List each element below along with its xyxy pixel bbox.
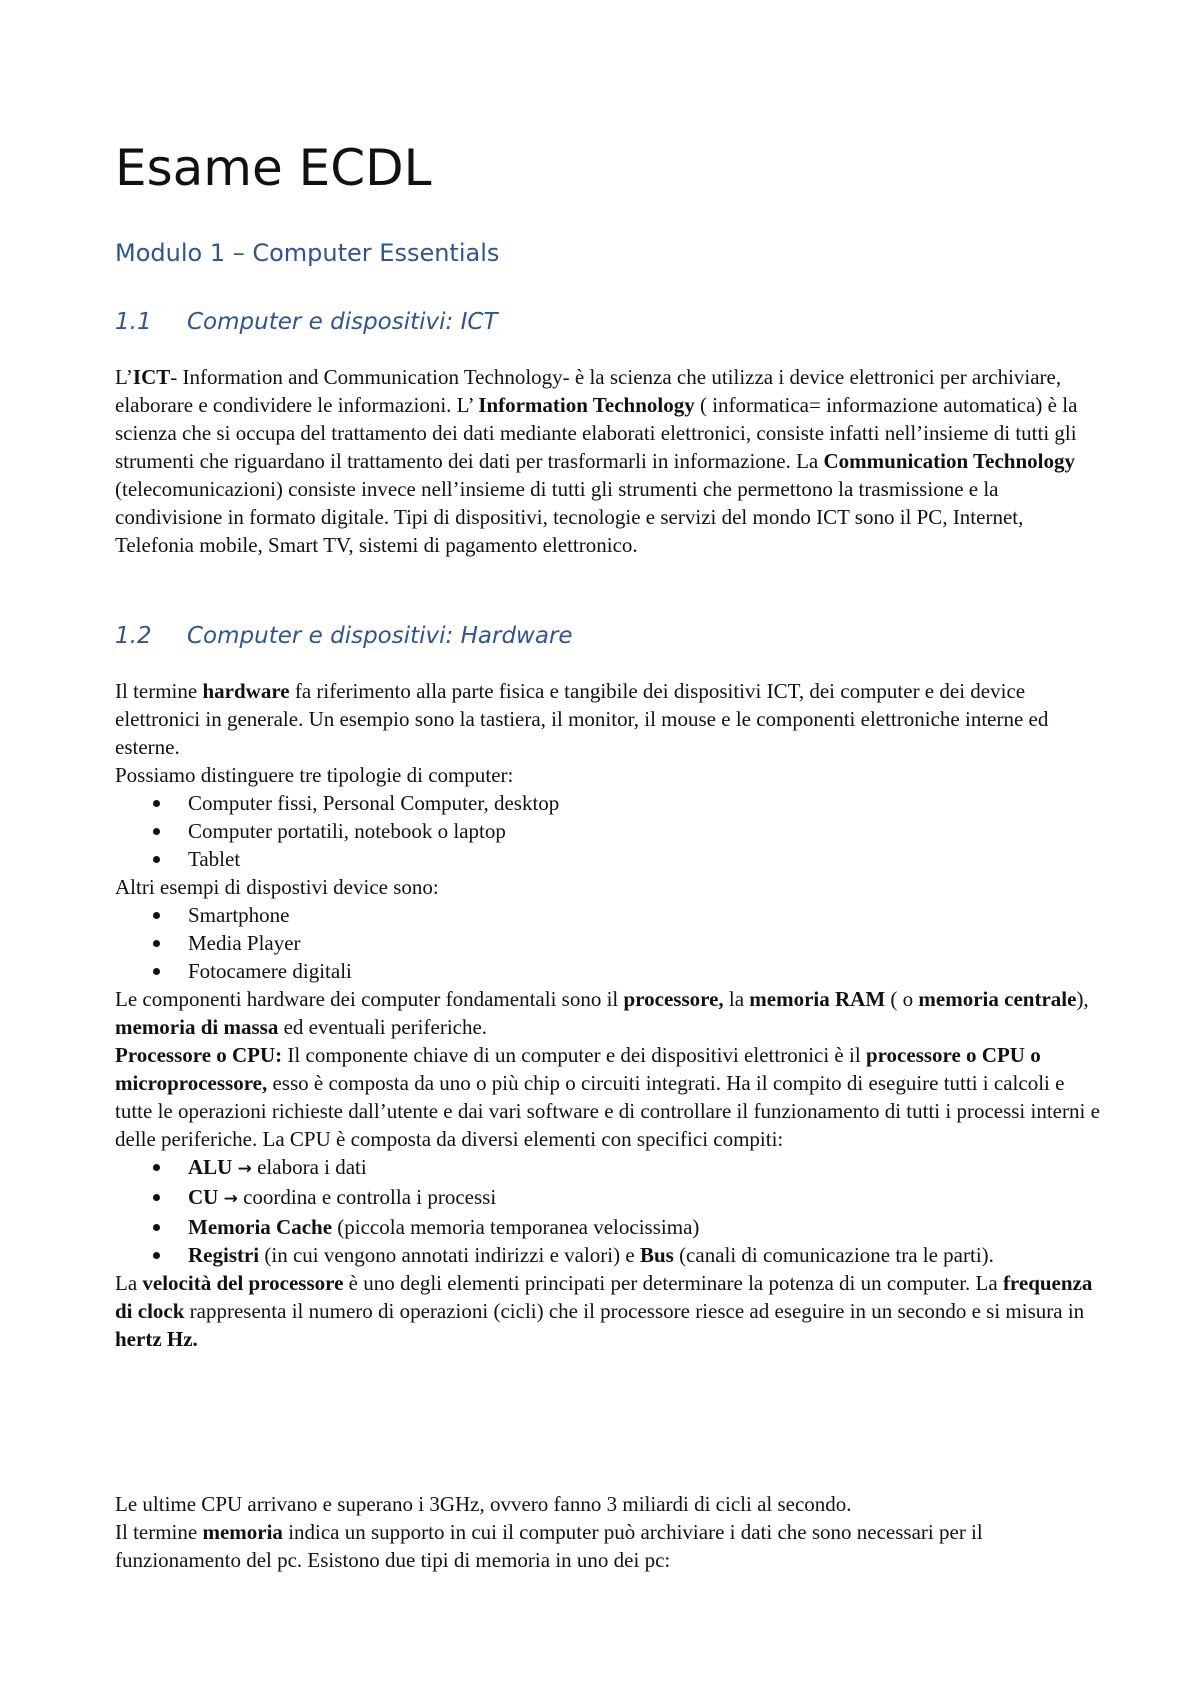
right-arrow-icon: →	[223, 1189, 238, 1209]
text-run: Il termine	[115, 1520, 203, 1544]
paragraph-clock	[115, 1269, 1100, 1353]
paragraph-hardware-components	[115, 985, 1100, 1041]
bold-term: ICT	[132, 365, 171, 389]
list-item: Computer fissi, Personal Computer, desktop	[115, 789, 1100, 817]
bold-term: memoria RAM	[749, 987, 886, 1011]
text-run: esso è composta da uno o più chip o circuiti integrati. Ha il compito di eseguire tutti i calcoli e tutte le operazioni richieste dall’utente e dai vari software e di controllare il funzionamento di tutti i processi interni e delle periferiche. La CPU è composta da diversi elementi con specifici compiti:	[115, 1071, 1100, 1151]
text-run: L’	[115, 365, 133, 389]
bold-term: memoria centrale	[918, 987, 1077, 1011]
text-run: (telecomunicazioni) consiste invece nell’insieme di tutti gli strumenti che permettono la trasmissione e la condivisione in formato digitale. Tipi di dispositivi, tecnologie e servizi del mondo ICT sono il PC, Internet, Telefonia mobile, Smart TV, sistemi di pagamento elettronico.	[115, 477, 1024, 557]
paragraph-other-devices-intro: Altri esempi di dispostivi device sono:	[115, 875, 439, 899]
paragraph-hardware	[115, 677, 1100, 761]
section-number: 1.2	[115, 623, 152, 649]
right-arrow-icon: →	[237, 1159, 252, 1179]
bold-term: hertz Hz.	[115, 1327, 198, 1351]
paragraph-ghz: Le ultime CPU arrivano e superano i 3GHz, ovvero fanno 3 miliardi di cicli al secondo.	[115, 1492, 852, 1516]
list-item: Fotocamere digitali	[115, 957, 1100, 985]
bold-term: memoria	[202, 1520, 283, 1544]
document-title: Esame ECDL	[115, 139, 432, 197]
bold-term: velocità del processore	[142, 1271, 344, 1295]
text-run: indica un supporto in cui il computer può archiviare i dati che sono necessari per il funzionamento del pc. Esistono due tipi di memoria in uno dei pc:	[115, 1520, 983, 1572]
section-1-2-body	[115, 677, 1100, 1353]
module-heading: Modulo 1 – Computer Essentials	[115, 239, 500, 267]
list-item: Tablet	[115, 845, 1100, 873]
other-devices-list	[115, 901, 1100, 985]
text-run: è uno degli elementi principati per determinare la potenza di un computer. La	[343, 1271, 1003, 1295]
list-item: Smartphone	[115, 901, 1100, 929]
text-run: La	[115, 1271, 143, 1295]
list-item	[115, 1153, 1100, 1183]
list-item: Computer portatili, notebook o laptop	[115, 817, 1100, 845]
text-run: la	[723, 987, 750, 1011]
bold-term: Registri	[188, 1243, 260, 1267]
cpu-elements-list	[115, 1153, 1100, 1269]
computer-types-list	[115, 789, 1100, 873]
text-run: Il componente chiave di un computer e dei dispositivi elettronici è il	[282, 1043, 866, 1067]
section-title: Computer e dispositivi: Hardware	[187, 623, 573, 649]
bold-term: ALU	[188, 1155, 233, 1179]
text-run: ( informatica= informazione automatica) è la scienza che si occupa del trattamento dei dati mediante elaborati elettronici, consiste infatti nell’insieme di tutti gli strumenti che riguardano il trattamento dei dati per trasformarli in informazione. La	[115, 393, 1078, 473]
bold-term: frequenza di clock	[115, 1271, 1093, 1323]
text-run: Il termine	[115, 679, 203, 703]
text-run: (piccola memoria temporanea velocissima)	[332, 1215, 700, 1239]
section-title: Computer e dispositivi: ICT	[187, 309, 498, 335]
text-run: elabora i dati	[251, 1155, 367, 1179]
text-run: ( o	[885, 987, 919, 1011]
list-item	[115, 1241, 1100, 1269]
bold-term: CU	[188, 1185, 219, 1209]
bold-term: Bus	[639, 1243, 674, 1267]
bold-term: Information Technology	[478, 393, 695, 417]
text-run: rappresenta il numero di operazioni (cicli) che il processore riesce ad eseguire in un secondo e si misura in	[184, 1299, 1085, 1323]
bold-term: Processore o CPU:	[115, 1043, 283, 1067]
text-run: ),	[1076, 987, 1089, 1011]
text-run: (in cui vengono annotati indirizzi e valori) e	[259, 1243, 640, 1267]
text-run: Le componenti hardware dei computer fondamentali sono il	[115, 987, 624, 1011]
text-run: ed eventuali periferiche.	[278, 1015, 488, 1039]
bold-term: processore o CPU o microprocessore,	[115, 1043, 1041, 1095]
section-1-2-body-continued	[115, 1490, 1100, 1574]
bold-term: Memoria Cache	[188, 1215, 333, 1239]
section-heading-1-1	[115, 309, 498, 337]
bold-term: hardware	[202, 679, 290, 703]
text-run: (canali di comunicazione tra le parti).	[673, 1243, 994, 1267]
paragraph-cpu	[115, 1041, 1100, 1153]
section-number: 1.1	[115, 309, 152, 335]
paragraph-memory	[115, 1518, 1100, 1574]
text-run: - Information and Communication Technology- è la scienza che utilizza i device elettronici per archiviare, elaborare e condividere le informazioni. L’	[115, 365, 1062, 417]
bold-term: processore,	[623, 987, 724, 1011]
paragraph-computer-types-intro: Possiamo distinguere tre tipologie di computer:	[115, 763, 514, 787]
list-item	[115, 1183, 1100, 1213]
list-item: Media Player	[115, 929, 1100, 957]
text-run: coordina e controlla i processi	[237, 1185, 497, 1209]
section-heading-1-2	[115, 623, 573, 651]
bold-term: memoria di massa	[115, 1015, 279, 1039]
text-run: fa riferimento alla parte fisica e tangibile dei dispositivi ICT, dei computer e dei device elettronici in generale. Un esempio sono la tastiera, il monitor, il mouse e le componenti elettroniche interne ed esterne.	[115, 679, 1049, 759]
paragraph-ict	[115, 363, 1100, 559]
bold-term: Communication Technology	[823, 449, 1075, 473]
list-item	[115, 1213, 1100, 1241]
section-1-1-body	[115, 363, 1100, 559]
